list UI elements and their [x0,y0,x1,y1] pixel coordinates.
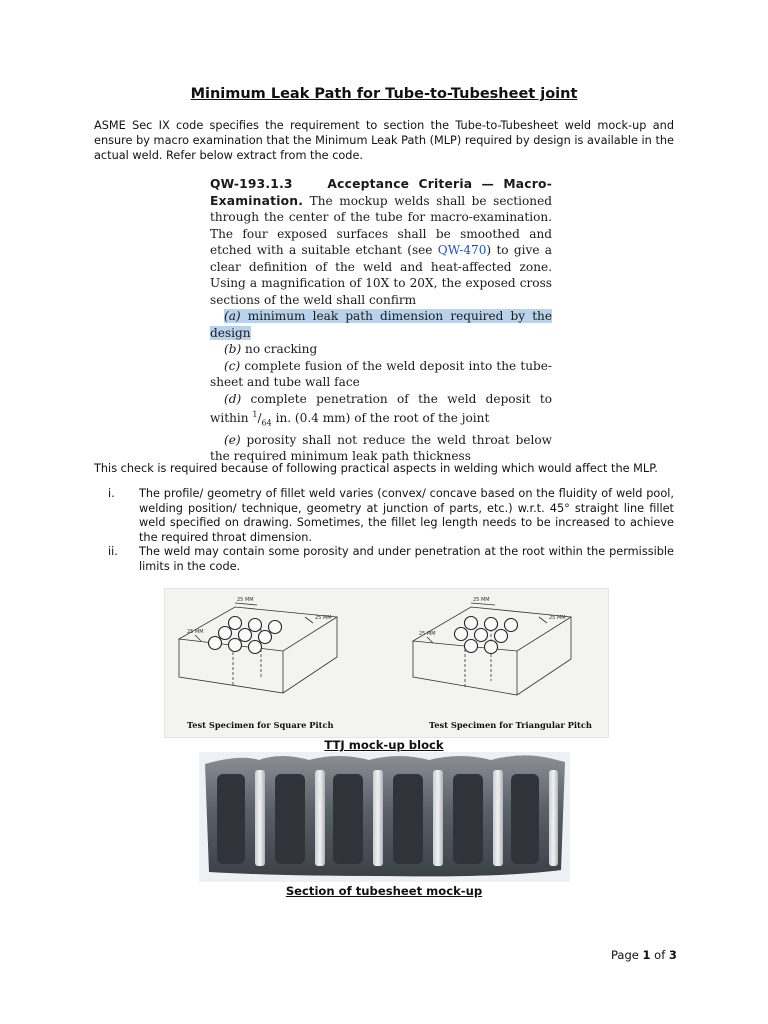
page-footer [611,948,677,962]
dim-label: 25 MM [237,597,254,603]
page-title: Minimum Leak Path for Tube-to-Tubesheet joint [190,86,578,102]
highlighted-criterion [210,309,552,340]
list-text: The weld may contain some porosity and under penetration at the root within the permissible limits in the code. [139,545,674,573]
qw-470-link[interactable]: QW-470 [437,243,487,257]
page-middle: of [650,948,669,962]
tube-holes-square [209,617,282,654]
code-extract [210,176,552,465]
code-heading-number: QW-193.1.3 [210,177,293,191]
criteria-text-e: porosity shall not reduce the weld throat below the required minimum leak path thickness [210,432,552,464]
code-body-part2: ) to give a clear definition of the weld and heat-affected zone. Using a magnification of 10X to 20X, the exposed cross sections of the weld shall confirm [210,243,553,307]
left-block-side [283,617,337,693]
section-caption: Section of tubesheet mock-up [285,884,483,898]
intro-paragraph: ASME Sec IX code specifies the requirement to section the Tube-to-Tubesheet weld mock-up and ensure by macro examination that the Minimum Leak Path (MLP) required by design is available in the actual weld. Refer below extract from the code. [94,119,674,162]
fraction-denominator: 64 [261,418,272,428]
code-body-part1: The mockup welds shall be sectioned through the center of the tube for macro-examination. The four exposed surfaces shall be smoothed and etched with a suitable etchant (see [210,193,552,257]
dim-label: 25 MM [419,631,436,637]
criteria-text-a: minimum leak path dimension required by the design [210,309,552,340]
list-text: The profile/ geometry of fillet weld varies (convex/ concave based on the fluidity of weld pool, welding position/ technique, geometry at junction of parts, etc.) w.r.t. 45° straight line fillet weld specified on drawing. Sometimes, the fillet leg length needs to be increased to achieve the required throat dimension. [139,487,674,544]
criteria-item-d [210,391,552,432]
mockup-block-caption: TTJ mock-up block [324,738,444,752]
page-total: 3 [668,948,677,962]
specimen-drawings [165,589,608,737]
list-number: ii. [108,545,118,558]
criteria-text-d2: in. (0.4 mm) of the root of the joint [271,411,490,426]
list-item [94,487,674,545]
test-specimen-figure [164,588,609,738]
code-heading-title: Acceptance Criteria — Macro-Examination. [210,177,552,208]
criteria-label-a: (a) [224,309,241,323]
tubesheet-section-photo [199,752,570,882]
criteria-label-c: (c) [224,358,241,373]
criteria-item-c [210,358,552,391]
dim-label: 25 MM [473,597,490,603]
right-block-side [517,617,571,695]
criteria-item-a [210,308,552,341]
square-pitch-caption: Test Specimen for Square Pitch [187,720,334,730]
triangular-pitch-caption: Test Specimen for Triangular Pitch [429,720,592,730]
criteria-item-e [210,432,552,465]
section-photo-illustration [199,752,570,882]
dim-label: 25 MM [187,629,204,635]
criteria-label-d: (d) [224,391,242,406]
criteria-label-e: (e) [224,432,241,447]
fraction: $^1/_{64}$ [252,410,272,428]
dim-label: 25 MM [315,615,332,621]
tube-holes-triangular [455,617,518,654]
page-prefix: Page [611,948,643,962]
dim-label: 25 MM [549,615,566,621]
fraction-numerator: 1 [252,410,258,419]
criteria-text-d1: complete penetration of the weld deposit to within [210,391,552,426]
practical-aspects-list [94,487,674,574]
list-item [94,545,674,574]
criteria-text-c: complete fusion of the weld deposit into the tube-sheet and tube wall face [210,358,552,389]
criteria-item-b [210,341,552,358]
check-paragraph: This check is required because of following practical aspects in welding which would affect the MLP. [94,462,658,475]
criteria-text-b: no cracking [241,342,318,356]
page-number: 1 [642,948,651,962]
criteria-label-b: (b) [224,342,242,356]
list-number: i. [108,487,115,500]
code-paragraph [210,176,552,308]
